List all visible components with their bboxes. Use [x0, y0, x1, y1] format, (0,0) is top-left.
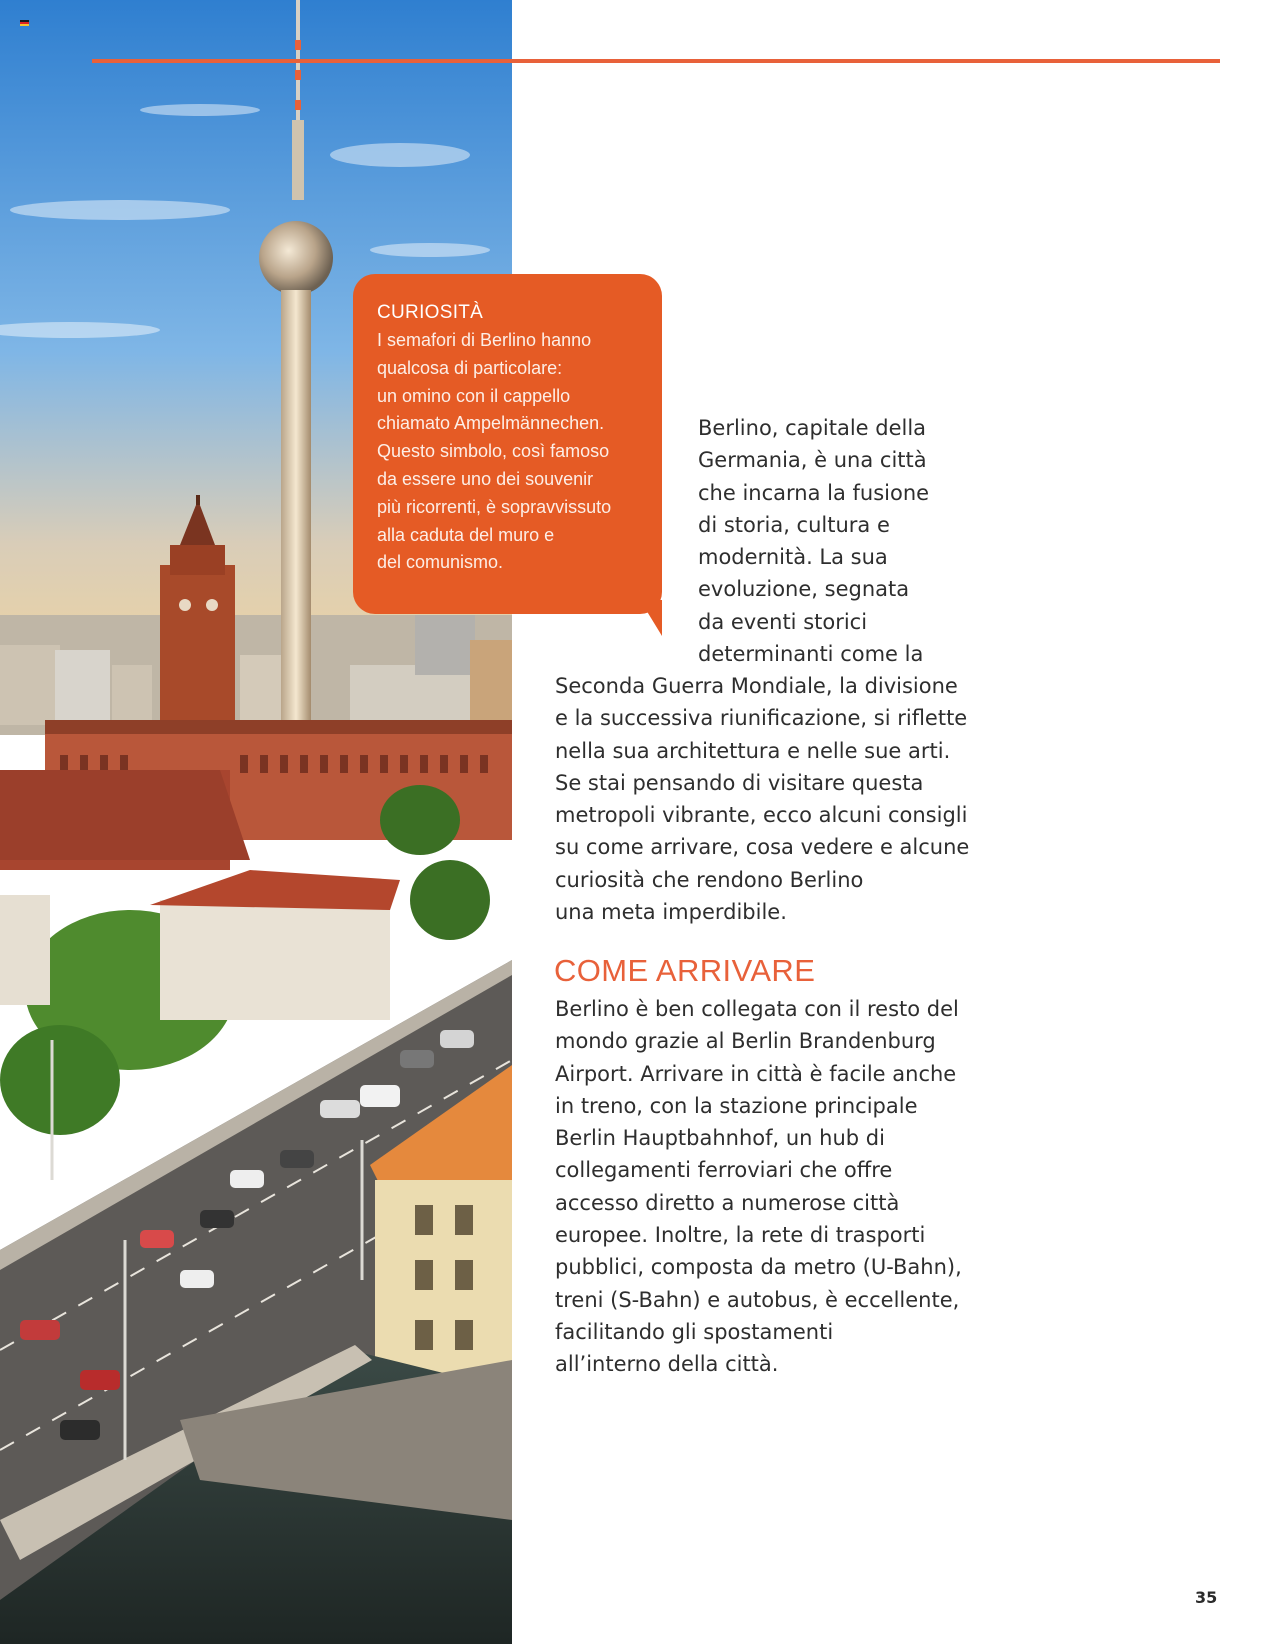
intro-paragraph-wide: [555, 670, 969, 928]
intro-line: determinanti come la: [698, 642, 924, 667]
section-line: Berlino è ben collegata con il resto del: [555, 997, 959, 1021]
intro-line: di storia, cultura e: [698, 512, 890, 537]
section-line: accesso diretto a numerose città: [555, 1190, 900, 1215]
flag-icon: [20, 20, 29, 26]
section-line: pubblici, composta da metro (U-Bahn),: [555, 1255, 962, 1280]
callout-line: alla caduta del muro e: [377, 524, 555, 545]
section-line: Airport. Arrivare in città è facile anche: [555, 1061, 957, 1086]
section-line: europee. Inoltre, la rete di trasporti: [555, 1223, 926, 1248]
section-title: COME ARRIVARE: [554, 953, 816, 988]
intro-line: evoluzione, segnata: [698, 577, 910, 602]
callout-text: [377, 327, 648, 577]
callout-line: qualcosa di particolare:: [377, 357, 563, 378]
intro-line: Se stai pensando di visitare questa: [555, 770, 924, 795]
intro-line: che incarna la fusione: [698, 480, 930, 505]
callout-line: chiamato Ampelmännechen.: [377, 413, 605, 434]
intro-line: su come arrivare, cosa vedere e alcune: [555, 835, 970, 860]
section-line: Berlin Hauptbahnhof, un hub di: [555, 1126, 885, 1151]
callout-line: più ricorrenti, è sopravvissuto: [377, 496, 612, 517]
intro-line: Germania, è una città: [698, 448, 927, 473]
callout-line: del comunismo.: [377, 552, 504, 573]
section-line: in treno, con la stazione principale: [555, 1093, 918, 1118]
section-line: mondo grazie al Berlin Brandenburg: [555, 1029, 936, 1054]
section-paragraph: [555, 993, 962, 1381]
berlin-skyline-illustration: [0, 0, 512, 1644]
callout-title: CURIOSITÀ: [377, 302, 484, 323]
section-line: all’interno della città.: [555, 1352, 779, 1377]
intro-line: Berlino, capitale della: [698, 416, 927, 440]
callout-tail: [640, 600, 662, 636]
intro-line: nella sua architettura e nelle sue arti.: [555, 738, 951, 763]
intro-line: e la successiva riunificazione, si riflette: [555, 706, 968, 731]
intro-line: curiosità che rendono Berlino: [555, 867, 864, 892]
intro-paragraph-narrow: [698, 412, 929, 670]
callout-line: da essere uno dei souvenir: [377, 468, 594, 489]
berlin-city-photo: [0, 0, 512, 1644]
intro-line: Seconda Guerra Mondiale, la divisione: [555, 674, 958, 698]
intro-line: metropoli vibrante, ecco alcuni consigli: [555, 803, 968, 828]
top-rule: [92, 59, 1220, 63]
callout-line: I semafori di Berlino hanno: [377, 330, 592, 350]
callout-line: Questo simbolo, così famoso: [377, 441, 610, 462]
section-line: treni (S-Bahn) e autobus, è eccellente,: [555, 1287, 960, 1312]
section-line: facilitando gli spostamenti: [555, 1319, 834, 1344]
intro-line: modernità. La sua: [698, 545, 888, 570]
intro-line: da eventi storici: [698, 609, 868, 634]
intro-line: una meta imperdibile.: [555, 900, 787, 925]
section-line: collegamenti ferroviari che offre: [555, 1158, 893, 1183]
curiosity-callout: [353, 274, 662, 614]
page-number: 35: [1195, 1588, 1218, 1607]
callout-line: un omino con il cappello: [377, 385, 571, 406]
